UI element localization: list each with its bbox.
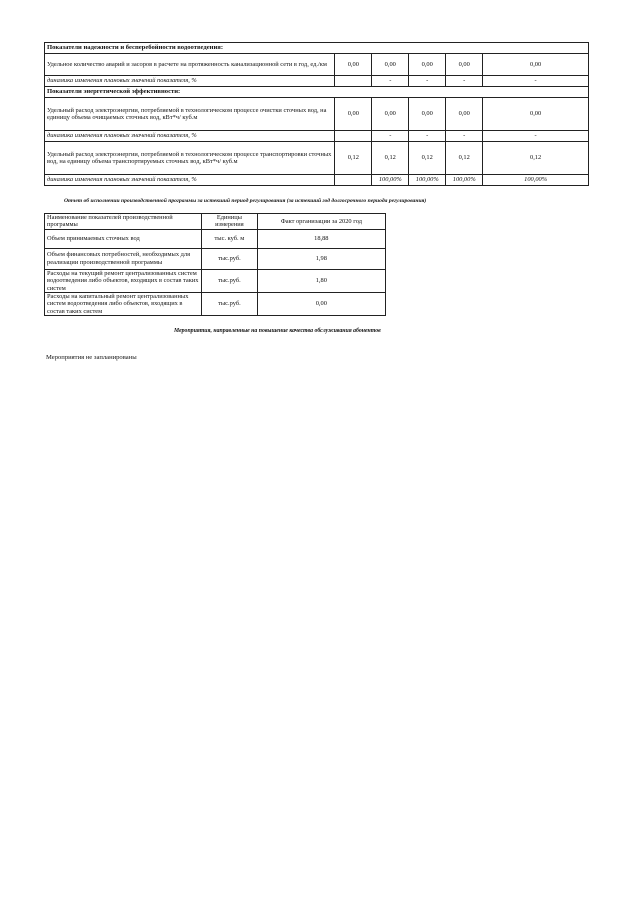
cell-value: 0,12 bbox=[335, 142, 372, 175]
row-label: Удельное количество аварий и засоров в расчете на протяженность канализационной сети в год, ед./км bbox=[45, 54, 335, 76]
cell-value: 0,12 bbox=[483, 142, 589, 175]
cell-value: 0,12 bbox=[409, 142, 446, 175]
cell-value: 100,00% bbox=[372, 175, 409, 186]
cell-value: 0,12 bbox=[372, 142, 409, 175]
indicators-table bbox=[44, 42, 589, 186]
cell-value: 100,00% bbox=[483, 175, 589, 186]
table-row bbox=[45, 175, 589, 186]
cell-value: 0,00 bbox=[446, 54, 483, 76]
header-name: Наименование показателей производственной программы bbox=[45, 214, 202, 230]
table-row bbox=[45, 131, 589, 142]
cell-value: 0,00 bbox=[335, 54, 372, 76]
cell-value: 0,00 bbox=[372, 98, 409, 131]
table-row bbox=[45, 229, 386, 248]
row-label: Удельный расход электроэнергии, потребляемой в технологическом процессе транспортировки сточных вод, на единицу объема транспортируемых сточных вод, кВт*ч/ куб.м bbox=[45, 142, 335, 175]
cell-value: - bbox=[372, 76, 409, 87]
cell-value bbox=[335, 76, 372, 87]
table-row bbox=[45, 269, 386, 292]
cell-value: 0,00 bbox=[446, 98, 483, 131]
table-row bbox=[45, 248, 386, 269]
cell-value: - bbox=[446, 131, 483, 142]
measures-note: Мероприятия не запланированы bbox=[46, 354, 137, 361]
row-value: 1,98 bbox=[257, 248, 385, 269]
row-label: динамика изменения плановых значений показателя, % bbox=[45, 131, 335, 142]
header-fact: Факт организации за 2020 год bbox=[257, 214, 385, 230]
table-row bbox=[45, 76, 589, 87]
row-name: Объем принимаемых сточных вод bbox=[45, 229, 202, 248]
row-value: 0,00 bbox=[257, 293, 385, 316]
cell-value: 0,00 bbox=[483, 54, 589, 76]
cell-value: 100,00% bbox=[446, 175, 483, 186]
cell-value bbox=[335, 175, 372, 186]
cell-value: 0,00 bbox=[409, 98, 446, 131]
measures-caption: Мероприятия, направленные на повышение качества обслуживания абонентов bbox=[174, 328, 381, 334]
cell-value: 0,00 bbox=[483, 98, 589, 131]
table-row bbox=[45, 98, 589, 131]
cell-value: - bbox=[372, 131, 409, 142]
cell-value: - bbox=[446, 76, 483, 87]
row-value: 18,88 bbox=[257, 229, 385, 248]
cell-value: 0,00 bbox=[335, 98, 372, 131]
cell-value: - bbox=[409, 131, 446, 142]
table-row bbox=[45, 293, 386, 316]
row-unit: тыс.руб. bbox=[202, 269, 258, 292]
cell-value bbox=[335, 131, 372, 142]
row-unit: тыс. куб. м bbox=[202, 229, 258, 248]
cell-value: 0,12 bbox=[446, 142, 483, 175]
report-table bbox=[44, 213, 386, 316]
table-row bbox=[45, 142, 589, 175]
row-value: 1,80 bbox=[257, 269, 385, 292]
cell-value: 0,00 bbox=[372, 54, 409, 76]
section-title-reliability: Показатели надежности и бесперебойности водоотведения: bbox=[45, 43, 589, 54]
row-unit: тыс.руб. bbox=[202, 293, 258, 316]
header-unit: Единицы измерения bbox=[202, 214, 258, 230]
report-caption: Отчет об исполнении производственной программы за истекший период регулирования (за истекший год долгосрочного периода регулирования) bbox=[64, 198, 427, 204]
row-name: Расходы на капитальный ремонт централизованных систем водоотведения либо объектов, входящих в состав таких систем bbox=[45, 293, 202, 316]
cell-value: 0,00 bbox=[409, 54, 446, 76]
cell-value: - bbox=[483, 76, 589, 87]
table-row bbox=[45, 54, 589, 76]
cell-value: - bbox=[483, 131, 589, 142]
row-label: Удельный расход электроэнергии, потребляемой в технологическом процессе очистки сточных вод, на единицу объема очищаемых сточных вод, кВт*ч/ куб.м bbox=[45, 98, 335, 131]
row-unit: тыс.руб. bbox=[202, 248, 258, 269]
cell-value: 100,00% bbox=[409, 175, 446, 186]
cell-value: - bbox=[409, 76, 446, 87]
row-name: Расходы на текущий ремонт централизованных систем водоотведения либо объектов, входящих в состав таких систем bbox=[45, 269, 202, 292]
row-name: Объем финансовых потребностей, необходимых для реализации производственной программы bbox=[45, 248, 202, 269]
row-label: динамика изменения плановых значений показателя, % bbox=[45, 76, 335, 87]
section-title-energy: Показатели энергетической эффективности: bbox=[45, 87, 589, 98]
row-label: динамика изменения плановых значений показателя, % bbox=[45, 175, 335, 186]
